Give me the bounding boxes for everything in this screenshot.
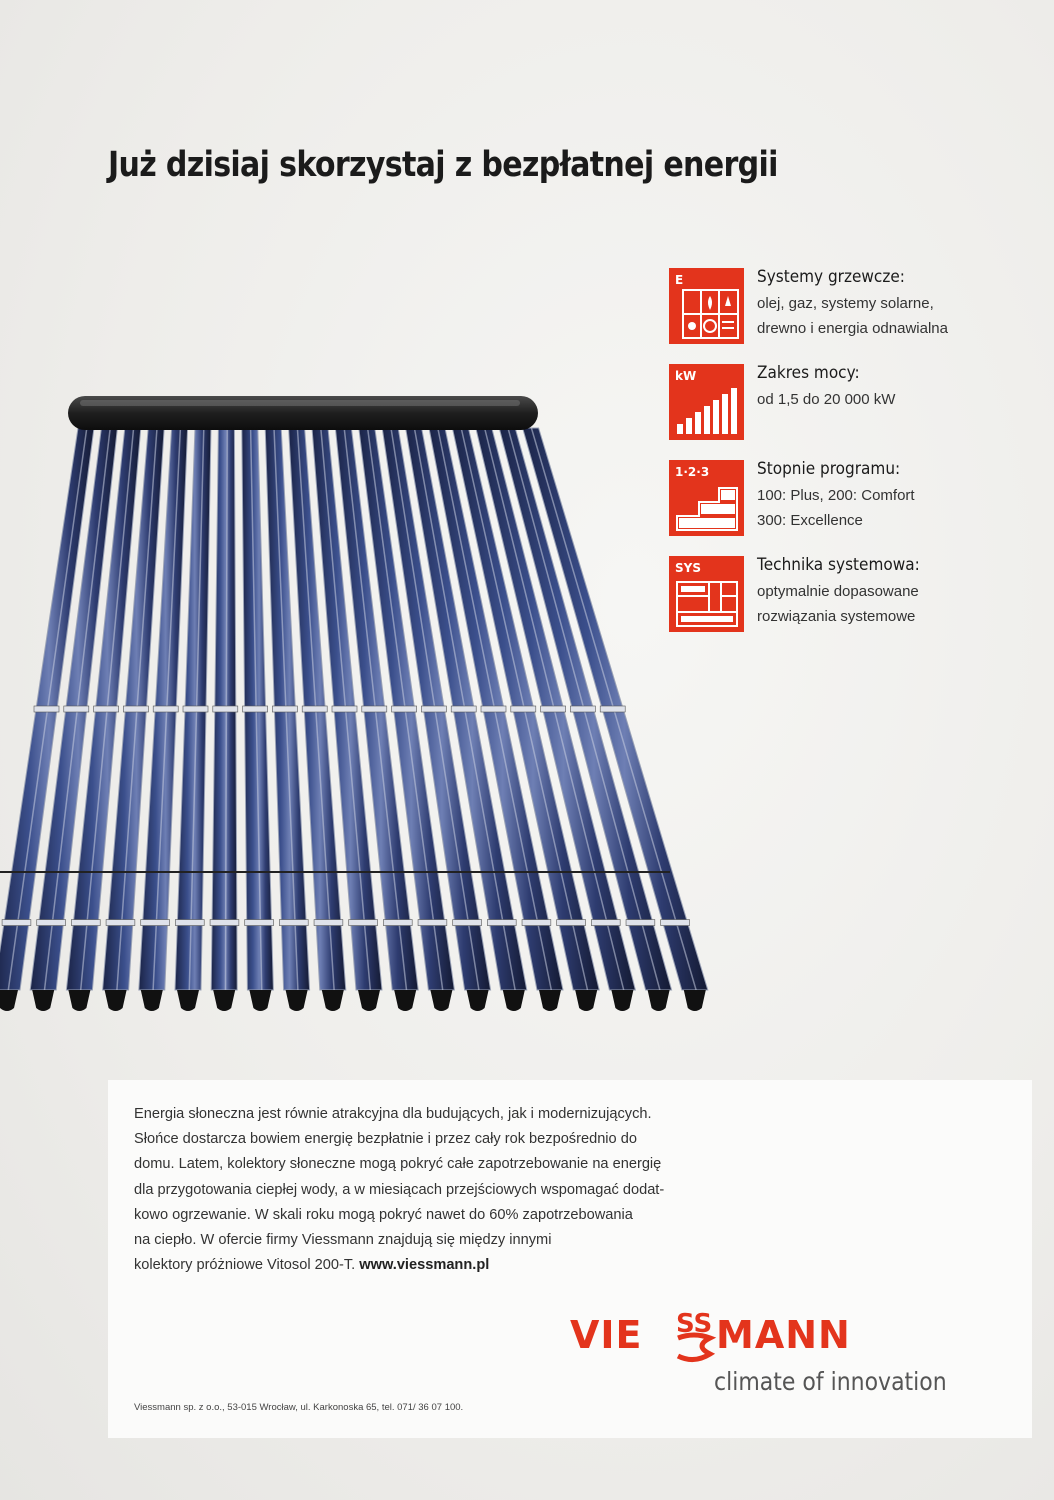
viessmann-logo — [570, 1308, 890, 1368]
feature-heating-systems — [669, 268, 1029, 344]
text-panel — [108, 1080, 1032, 1438]
feature-line: optymalnie dopasowane — [757, 583, 919, 600]
tube-end-cap — [430, 990, 452, 1011]
body-line: domu. Latem, kolektory słoneczne mogą pokryć całe zapotrzebowanie na energię — [134, 1156, 662, 1173]
tube-end-cap — [467, 990, 489, 1011]
tagline: climate of innovation — [714, 1367, 947, 1396]
tube-end-cap — [177, 990, 199, 1011]
tube-end-cap — [68, 990, 90, 1011]
solar-collector-image — [0, 372, 720, 1032]
body-line: dla przygotowania ciepłej wody, a w miesiącach przejściowych wspomagać dodat- — [134, 1181, 665, 1198]
svg-text:VIE: VIE — [570, 1313, 643, 1357]
tube-end-cap — [322, 990, 344, 1011]
feature-line: 100: Plus, 200: Comfort — [757, 487, 915, 504]
body-line: Energia słoneczna jest równie atrakcyjna dla budujących, jak i modernizujących. — [134, 1106, 652, 1122]
tube-end-cap — [358, 990, 380, 1011]
tube-end-cap — [0, 990, 18, 1011]
feature-line: 300: Excellence — [757, 512, 863, 529]
body-line-last — [134, 1253, 754, 1278]
feature-title: Zakres mocy: — [757, 363, 860, 383]
svg-text:MANN: MANN — [716, 1313, 851, 1357]
website-link[interactable]: www.viessmann.pl — [359, 1257, 490, 1274]
headline: Już dzisiaj skorzystaj z bezpłatnej energii — [108, 145, 778, 185]
feature-line: od 1,5 do 20 000 kW — [757, 391, 896, 408]
tube-end-cap — [141, 990, 163, 1011]
svg-text:SS: SS — [676, 1309, 713, 1339]
tube-end-cap — [394, 990, 416, 1011]
tube-end-cap — [684, 990, 706, 1011]
power-range-icon: kW — [669, 364, 744, 440]
tube-end-cap — [105, 990, 127, 1011]
feature-power-range — [669, 364, 1029, 440]
tube-end-cap — [32, 990, 54, 1011]
company-address: Viessmann sp. z o.o., 53-015 Wrocław, ul. Karkonoska 65, tel. 071/ 36 07 100. — [134, 1402, 464, 1413]
system-technology-icon: SYS — [669, 556, 744, 632]
feature-title: Technika systemowa: — [757, 555, 920, 575]
tube-end-cap — [575, 990, 597, 1011]
feature-system-technology — [669, 556, 1029, 632]
tube-end-cap — [286, 990, 308, 1011]
heating-systems-icon: E — [669, 268, 744, 344]
tube-end-cap — [213, 990, 235, 1011]
body-line: na ciepło. W ofercie firmy Viessmann znajdują się między innymi — [134, 1232, 552, 1249]
body-line: kowo ogrzewanie. W skali roku mogą pokryć nawet do 60% zapotrzebowania — [134, 1206, 633, 1223]
body-text — [134, 1102, 754, 1278]
tube-end-cap — [539, 990, 561, 1011]
feature-title: Stopnie programu: — [757, 459, 901, 479]
tube-end-cap — [648, 990, 670, 1011]
feature-program-levels — [669, 460, 1029, 536]
feature-line: olej, gaz, systemy solarne, — [757, 295, 934, 312]
tube-end-cap — [503, 990, 525, 1011]
feature-line: rozwiązania systemowe — [757, 608, 916, 625]
tube-end-cap — [249, 990, 271, 1011]
body-line: Słońce dostarcza bowiem energię bezpłatnie i przez cały rok bezpośrednio do — [134, 1131, 637, 1148]
feature-line: drewno i energia odnawialna — [757, 320, 948, 337]
body-last-text: kolektory próżniowe Vitosol 200-T. — [134, 1257, 356, 1274]
tube-end-cap — [611, 990, 633, 1011]
program-levels-icon: 1·2·3 — [669, 460, 744, 536]
feature-title: Systemy grzewcze: — [757, 267, 905, 287]
